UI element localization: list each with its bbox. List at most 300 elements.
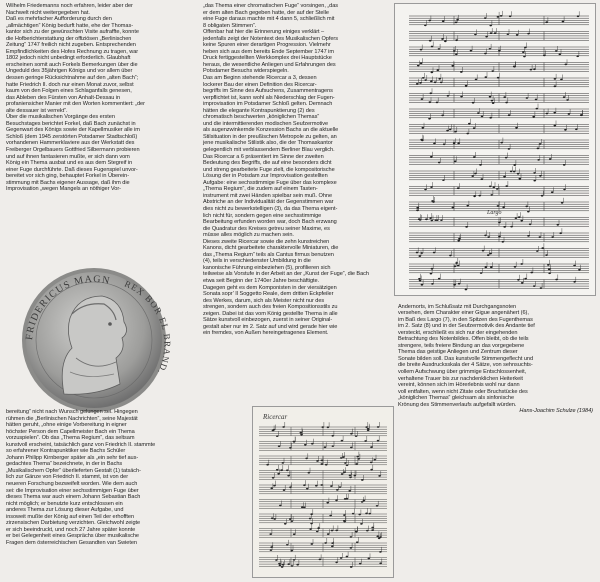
note-head xyxy=(289,447,292,449)
note-head xyxy=(355,463,358,465)
note-head xyxy=(430,273,433,275)
note-head xyxy=(492,102,495,104)
note-head xyxy=(451,65,454,67)
note-head xyxy=(361,501,364,503)
note-head xyxy=(370,446,373,448)
note-head xyxy=(331,542,334,544)
note-head xyxy=(477,112,480,114)
note-head xyxy=(331,530,334,532)
note-head xyxy=(509,15,512,17)
note-head xyxy=(282,564,285,566)
note-head xyxy=(497,16,500,18)
note-head xyxy=(490,32,493,34)
note-head xyxy=(537,159,540,161)
note-head xyxy=(343,471,346,473)
note-head xyxy=(321,463,324,465)
note-head xyxy=(530,272,533,274)
note-head xyxy=(532,116,535,118)
note-head xyxy=(465,226,468,228)
note-head xyxy=(527,235,530,237)
note-head xyxy=(429,217,432,219)
note-head xyxy=(519,178,522,180)
note-head xyxy=(513,164,516,166)
note-head xyxy=(430,81,433,83)
note-head xyxy=(475,79,478,81)
note-head xyxy=(472,102,475,104)
note-head xyxy=(563,164,566,166)
note-head xyxy=(327,426,330,428)
note-head xyxy=(482,250,485,252)
note-head xyxy=(366,530,369,532)
note-head xyxy=(498,50,501,52)
note-head xyxy=(270,488,273,490)
note-head xyxy=(546,113,549,115)
note-head xyxy=(481,115,484,117)
note-head xyxy=(507,33,510,35)
note-head xyxy=(560,79,563,81)
note-head xyxy=(452,207,455,209)
note-head xyxy=(537,148,540,150)
note-head xyxy=(438,48,441,50)
note-head xyxy=(487,254,490,256)
note-head xyxy=(420,62,423,64)
note-head xyxy=(327,533,330,535)
note-head xyxy=(577,15,580,17)
note-head xyxy=(453,142,456,144)
note-head xyxy=(489,186,492,188)
note-head xyxy=(563,96,566,98)
note-head xyxy=(282,426,285,428)
note-head xyxy=(434,219,437,221)
note-head xyxy=(293,441,296,443)
note-head xyxy=(446,130,449,132)
note-head xyxy=(346,464,349,466)
note-head xyxy=(355,435,358,437)
note-head xyxy=(454,265,457,267)
note-head xyxy=(513,171,516,173)
note-head xyxy=(420,49,423,51)
note-head xyxy=(474,34,477,36)
note-head xyxy=(489,117,492,119)
note-head xyxy=(484,235,487,237)
note-head xyxy=(428,118,431,120)
note-head xyxy=(377,426,380,428)
note-head xyxy=(559,232,562,234)
note-head xyxy=(485,76,488,78)
note-head xyxy=(517,173,520,175)
medal-image xyxy=(14,262,174,414)
manuscript-facsimile xyxy=(252,406,394,578)
note-head xyxy=(431,220,434,222)
note-head xyxy=(536,250,539,252)
note-head xyxy=(568,113,571,115)
note-head xyxy=(325,464,328,466)
note-head xyxy=(454,161,457,163)
note-head xyxy=(306,488,309,490)
note-head xyxy=(346,556,349,558)
note-head xyxy=(545,21,548,23)
note-head xyxy=(442,179,445,181)
note-head xyxy=(465,85,468,87)
note-head xyxy=(303,484,306,486)
note-head xyxy=(421,284,424,286)
note-head xyxy=(350,547,353,549)
note-head xyxy=(276,435,279,437)
note-head xyxy=(520,263,523,265)
note-head xyxy=(525,206,528,208)
note-head xyxy=(276,469,279,471)
note-head xyxy=(283,489,286,491)
note-head xyxy=(291,550,294,552)
note-head xyxy=(304,444,307,446)
note-head xyxy=(554,125,557,127)
note-head xyxy=(456,19,459,21)
note-head xyxy=(516,34,519,36)
note-head xyxy=(515,127,518,129)
medal-inscription-right: REX BOR EL BRAND. xyxy=(123,278,173,377)
note-head xyxy=(269,533,272,535)
note-head xyxy=(331,435,334,437)
note-head xyxy=(365,426,368,428)
note-head xyxy=(418,218,421,220)
note-head xyxy=(473,156,476,158)
note-head xyxy=(554,85,557,87)
note-head xyxy=(529,223,532,225)
note-head xyxy=(489,253,492,255)
note-head xyxy=(554,78,557,80)
note-head xyxy=(286,469,289,471)
note-head xyxy=(559,53,562,55)
note-head xyxy=(379,563,382,565)
note-head xyxy=(555,279,558,281)
note-head xyxy=(455,262,458,264)
note-head xyxy=(273,518,276,520)
note-head xyxy=(484,17,487,19)
note-head xyxy=(350,433,353,435)
note-head xyxy=(303,507,306,509)
note-head xyxy=(350,566,353,568)
note-head xyxy=(329,515,332,517)
note-head xyxy=(273,485,276,487)
note-head xyxy=(341,473,344,475)
note-head xyxy=(281,566,284,568)
note-head xyxy=(282,462,285,464)
note-head xyxy=(365,513,368,515)
note-head xyxy=(541,195,544,197)
note-head xyxy=(429,40,432,42)
note-head xyxy=(505,185,508,187)
note-head xyxy=(316,460,319,462)
note-head xyxy=(522,51,525,53)
note-head xyxy=(356,541,359,543)
note-head xyxy=(489,96,492,98)
note-head xyxy=(340,457,343,459)
note-head xyxy=(498,236,501,238)
note-head xyxy=(309,528,312,530)
note-head xyxy=(348,490,351,492)
note-head xyxy=(344,498,347,500)
note-head xyxy=(370,469,373,471)
note-head xyxy=(287,563,290,565)
note-head xyxy=(442,20,445,22)
note-head xyxy=(300,434,303,436)
note-head xyxy=(433,143,436,145)
note-head xyxy=(555,50,558,52)
note-head xyxy=(321,426,324,428)
note-head xyxy=(278,563,281,565)
note-head xyxy=(424,189,427,191)
note-head xyxy=(419,82,422,84)
note-head xyxy=(457,143,460,145)
note-head xyxy=(355,531,358,533)
note-head xyxy=(430,156,433,158)
note-head xyxy=(479,164,482,166)
note-head xyxy=(500,142,503,144)
note-head xyxy=(270,549,273,551)
note-head xyxy=(309,518,312,520)
note-head xyxy=(291,520,294,522)
note-head xyxy=(549,158,552,160)
note-head xyxy=(473,195,476,197)
note-head xyxy=(278,445,281,447)
note-head xyxy=(543,55,546,57)
note-head xyxy=(421,98,424,100)
note-head xyxy=(324,542,327,544)
note-head xyxy=(343,521,346,523)
note-head xyxy=(364,440,367,442)
note-head xyxy=(429,101,432,103)
note-head xyxy=(471,175,474,177)
note-head xyxy=(447,95,450,97)
note-head xyxy=(310,513,313,515)
note-head xyxy=(438,278,441,280)
note-head xyxy=(291,565,294,567)
note-head xyxy=(503,96,506,98)
note-head xyxy=(535,99,538,101)
note-head xyxy=(465,289,468,291)
note-head xyxy=(377,440,380,442)
note-head xyxy=(533,285,536,287)
note-head xyxy=(484,53,487,55)
note-head xyxy=(496,188,499,190)
note-head xyxy=(331,546,334,548)
note-head xyxy=(316,531,319,533)
note-head xyxy=(280,469,283,471)
note-head xyxy=(457,187,460,189)
note-head xyxy=(335,499,338,501)
note-head xyxy=(422,127,425,129)
medal-inscription-left: FRIDERICUS MAGN xyxy=(24,273,112,341)
note-head xyxy=(453,284,456,286)
score-tempo-mark: Largo xyxy=(487,210,502,216)
note-head xyxy=(455,39,458,41)
note-head xyxy=(551,191,554,193)
note-head xyxy=(286,544,289,546)
note-head xyxy=(428,20,431,22)
note-head xyxy=(478,195,481,197)
note-head xyxy=(508,148,511,150)
note-head xyxy=(270,546,273,548)
note-head xyxy=(500,15,503,17)
text-column-left-bottom: bereitung“ nicht nach Wunsch gelungen sei. Hingegen rühmen die „Berlinischen Nachrichten“, seine Majestät hätten geruht, „ohne einige Vorbereitung in eigner höchster Person dem Capellmeister Bach ein Thema vorzuspielen“. Ob das „Thema Regium“, das seltsam kunstvoll erscheint, tatsächlich ganz von Friedrich II. stammte so erfahrener Kontrapunktiker wie Bachs Schüler Johann Philipp Kirnberger später als „ein sehr tief aus- gedachtes Thema“ bezeichnete, in der in Bachs „Musikalischem Opfer“ überlieferten Gestalt (1) tatsäch- lich zur Gänze von Friedrich II. stammt, ist von der neueren Forschung bezweifelt worden. Wie dem auch sei: die Improvisation einer sechsstimmigen Fuge über dieses Thema war auch einem Johann Sebastian Bach nicht möglich; er benutzte kurz entschlossen ein anderes Thema zur Lösung dieser Aufgabe, und insoweit mußte der König auf einen Teil der erhofften zirzensischen Darbietung verzichten. Gleichwohl zeigte er sich beeindruckt, und noch 27 Jahre später konnte er bei Gelegenheit eines Gesprächs über musikalische Fragen dem österreichischen Gesandten van Swieten xyxy=(6,409,156,546)
note-head xyxy=(489,25,492,27)
note-head xyxy=(491,100,494,102)
note-head xyxy=(416,252,419,254)
note-head xyxy=(457,265,460,267)
note-head xyxy=(533,180,536,182)
note-head xyxy=(536,108,539,110)
note-head xyxy=(432,201,435,203)
note-head xyxy=(335,561,338,563)
note-head xyxy=(547,264,550,266)
note-head xyxy=(376,536,379,538)
note-head xyxy=(311,443,314,445)
note-head xyxy=(513,66,516,68)
note-head xyxy=(457,240,460,242)
note-head xyxy=(363,500,366,502)
note-head xyxy=(275,559,278,561)
note-head xyxy=(349,474,352,476)
note-head xyxy=(455,53,458,55)
note-head xyxy=(356,456,359,458)
note-head xyxy=(573,281,576,283)
note-head xyxy=(561,202,564,204)
note-head xyxy=(422,77,425,79)
note-head xyxy=(497,77,500,79)
note-head xyxy=(368,513,371,515)
note-head xyxy=(527,33,530,35)
note-head xyxy=(485,266,488,268)
note-head xyxy=(360,523,363,525)
note-head xyxy=(455,22,458,24)
text-column-left-top: Wilhelm Friedemanns noch erfahren, leider aber der Nachwelt nicht weitergegeben hat. Daß es mehrfacher Aufforderung durch den „allmächtigen“ König bedurft hatte, ehe der Thomas- kantor sich zu der gewünschten Visite aufraffte, konnte die Hofberichterstattung der offiziösen „Berlinischen Zeitung“ 1747 freilich nicht zugeben. Entsprechenden Empfindlichkeiten des Hofes Rechnung zu tragen, war 1802 jedoch nicht unbedingt erforderlich. Glaubhaft erscheinen somit auch Forkels Bemerkungen über die Ungeduld des 35jährigen Königs und vor allem über dessen geringe Rücksichtnahme auf den „alten Bach“; hatte Friedrich II. doch nur einen Monat zuvor, selbst kaum von den Folgen eines Schlaganfalls genesen, das Ableben des Fürsten von Anhalt-Dessau in profaniensicher Manier mit den Worten kommentiert: „der alte dessauer ist verrekt“. Über die musikalischen Vorgänge des ersten Besuchstages berichtet Forkel, daß Bach zunächst in Gegenwart des Königs sowie der Kapellmusiker alle im Schloß (dem 1945 zerstörten Potsdamer Stadtschloß) vorhandenen Hammerklaviere aus der Werkstatt des Freiberger Orgelbauers Gottfried Silbermann probieren und auf ihnen fantasieren mußte, er sich dann vom König ein Thema ausbat und es aus dem Stegreif in einer Fuge durchführte. Daß dieses Fugenspiel unvor- bereitet vor sich ging, behauptet Forkel in Überein- stimmung mit Bachs eigener Aussage, daß ihm die Improvisation „wegen Mangels an nöthiger Vor- xyxy=(6,3,145,193)
note-head xyxy=(305,458,308,460)
note-head xyxy=(376,505,379,507)
note-head xyxy=(425,218,428,220)
note-head xyxy=(344,462,347,464)
note-head xyxy=(498,222,501,224)
note-head xyxy=(520,220,523,222)
note-head xyxy=(460,71,463,73)
note-head xyxy=(505,157,508,159)
note-head xyxy=(358,514,361,516)
note-head xyxy=(284,523,287,525)
note-head xyxy=(449,128,452,130)
note-head xyxy=(320,484,323,486)
note-head xyxy=(336,489,339,491)
note-head xyxy=(371,529,374,531)
note-head xyxy=(431,268,434,270)
note-head xyxy=(474,173,477,175)
note-head xyxy=(458,283,461,285)
note-head xyxy=(502,206,505,208)
note-head xyxy=(508,114,511,116)
note-head xyxy=(417,65,420,67)
note-head xyxy=(510,226,513,228)
note-head xyxy=(510,171,513,173)
note-head xyxy=(310,523,313,525)
note-head xyxy=(330,485,333,487)
note-head xyxy=(548,268,551,270)
note-head xyxy=(273,429,276,431)
note-head xyxy=(526,97,529,99)
note-head xyxy=(277,473,280,475)
note-head xyxy=(315,485,318,487)
note-head xyxy=(321,460,324,462)
note-head xyxy=(416,209,419,211)
note-head xyxy=(430,186,433,188)
note-head xyxy=(502,241,505,243)
note-head xyxy=(527,211,530,213)
note-head xyxy=(326,502,329,504)
note-head xyxy=(494,32,497,34)
note-head xyxy=(458,238,461,240)
note-head xyxy=(378,475,381,477)
author-signature: Hans-Joachim Schulze (1984) xyxy=(519,408,593,415)
note-head xyxy=(487,236,490,238)
note-head xyxy=(324,446,327,448)
note-head xyxy=(308,472,311,474)
note-head xyxy=(279,565,282,567)
note-head xyxy=(497,205,500,207)
note-head xyxy=(441,38,444,40)
note-head xyxy=(440,219,443,221)
note-head xyxy=(575,128,578,130)
note-head xyxy=(491,70,494,72)
note-head xyxy=(266,464,269,466)
note-head xyxy=(424,24,427,26)
note-head xyxy=(539,175,542,177)
note-head xyxy=(564,129,567,131)
note-head xyxy=(437,69,440,71)
note-head xyxy=(562,21,565,23)
note-head xyxy=(481,178,484,180)
note-head xyxy=(350,447,353,449)
note-head xyxy=(289,518,292,520)
note-head xyxy=(460,96,463,98)
note-head xyxy=(540,287,543,289)
note-head xyxy=(565,64,568,66)
note-head xyxy=(470,50,473,52)
note-head xyxy=(374,459,377,461)
note-head xyxy=(279,505,282,507)
note-head xyxy=(341,440,344,442)
note-head xyxy=(466,205,469,207)
note-head xyxy=(371,527,374,529)
column-right-body: Andernorts, im Schlußsatz mit Durchgangsnoten versehen, dem Charakter einer Gigue angenähert (6), im Baß des Largo (7), in den Spitzen des Fugenthemas im 2. Satz (8) und in der Seufzermotivik des Andante tief versteckt, erschließt es sich nur der eingehenden Betrachtung des Notenbildes. Offen bleibt, ob die teils strengere, teils freiere Bindung an das vorgegebene Thema das geistige Anliegen und Zentrum dieser Sonate bilden soll. Das kunstvolle Stimmengeflecht und die breite Ausdrucksskala der 4 Sätze, von sehnsuchts- vollem Aufschwung über grimmige Entschlossenheit, verhaltene Trauer bis zur nachdenklichen Heiterkeit vereint, können sich im Hörerlebnis wohl nur dann voll entfalten, wenn nicht Zitate oder Bruchstücke des „königlichen Themas“ gleichsam als sinfonische Krönung des Stimmenverlaufs aufgefallt würden. xyxy=(398,303,535,408)
note-head xyxy=(539,236,542,238)
note-head xyxy=(287,475,290,477)
note-head xyxy=(293,533,296,535)
note-head xyxy=(490,194,493,196)
note-head xyxy=(551,236,554,238)
note-head xyxy=(515,217,518,219)
note-head xyxy=(449,255,452,257)
note-head xyxy=(454,131,457,133)
note-head xyxy=(271,517,274,519)
note-head xyxy=(503,176,506,178)
note-head xyxy=(379,551,382,553)
note-head xyxy=(533,68,536,70)
note-head xyxy=(576,55,579,57)
note-head xyxy=(296,564,299,566)
note-head xyxy=(517,279,520,281)
note-head xyxy=(468,123,471,125)
note-head xyxy=(480,272,483,274)
note-head xyxy=(421,140,424,142)
note-head xyxy=(319,559,322,561)
note-head xyxy=(367,429,370,431)
